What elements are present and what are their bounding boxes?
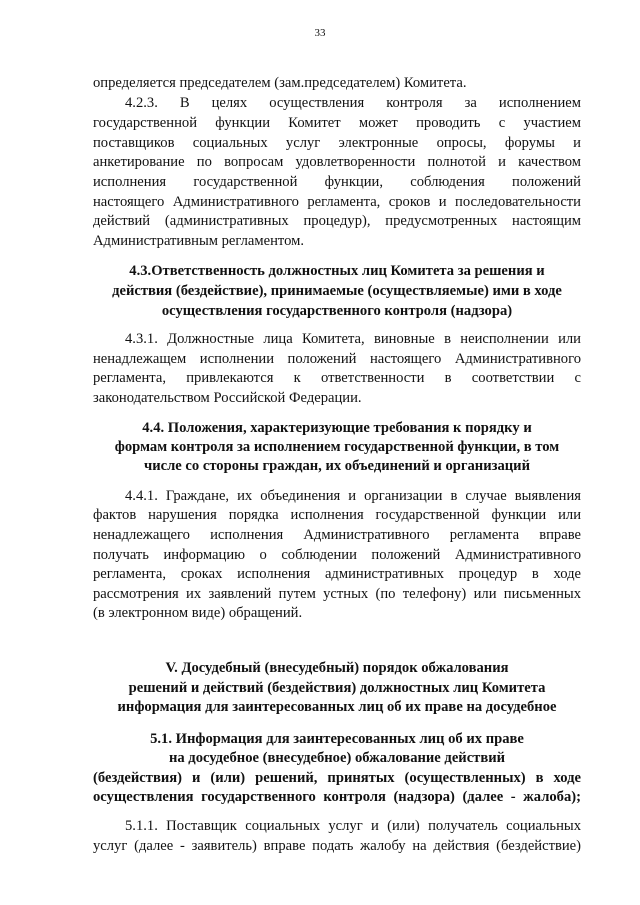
text-line: действий (административных процедур), предусмотренных настоящим <box>93 213 581 229</box>
text-line: ненадлежащем исполнении положений настоящего Административного <box>93 351 581 367</box>
page-number: 33 <box>314 27 326 39</box>
chapter-heading-v: информация для заинтересованных лиц об их праве на досудебное <box>117 699 557 715</box>
chapter-heading-v: решений и действий (бездействия) должностных лиц Комитета <box>128 680 546 696</box>
text-line: получать информацию о соблюдении положений Административного <box>93 547 581 563</box>
section-heading-5-1: 5.1. Информация для заинтересованных лиц об их праве <box>150 731 524 747</box>
text-line: государственной функции Комитет может проводить с участием <box>93 115 581 131</box>
text-line: 4.4.1. Граждане, их объединения и организации в случае выявления <box>125 488 581 504</box>
text-line: настоящего Административного регламента, сроков и последовательности <box>93 194 581 210</box>
text-line: (в электронном виде) обращений. <box>93 605 303 621</box>
text-line: ненадлежащего исполнения Административного регламента вправе <box>93 527 581 543</box>
text-line: 4.3.1. Должностные лица Комитета, виновные в неисполнении или <box>125 331 581 347</box>
section-heading-4-4: формам контроля за исполнением государственной функции, в том <box>114 439 560 455</box>
text-line: 5.1.1. Поставщик социальных услуг и (или) получатель социальных <box>125 818 581 834</box>
section-heading-4-3: 4.3.Ответственность должностных лиц Комитета за решения и <box>129 263 545 279</box>
chapter-heading-v: V. Досудебный (внесудебный) порядок обжалования <box>165 660 509 676</box>
text-line: фактов нарушения порядка исполнения государственной функции или <box>93 507 581 523</box>
text-line: определяется председателем (зам.председателем) Комитета. <box>93 75 467 91</box>
text-line: рассмотрения их заявлений путем устных (по телефону) или письменных <box>93 586 581 602</box>
section-heading-5-1: осуществления государственного контроля (надзора) (далее - жалоба); <box>93 789 581 805</box>
text-line: исполнения государственной функции, соблюдения положений <box>93 174 581 190</box>
text-line: 4.2.3. В целях осуществления контроля за исполнением <box>125 95 581 111</box>
text-line: услуг (далее - заявитель) вправе подать жалобу на действия (бездействие) <box>93 838 581 854</box>
text-line: Административным регламентом. <box>93 233 305 249</box>
text-line: регламента, сроках исполнения административных процедур в ходе <box>93 566 581 582</box>
text-line: анкетирование по вопросам удовлетворенности полнотой и качеством <box>93 154 581 170</box>
text-line: законодательством Российской Федерации. <box>93 390 362 406</box>
section-heading-4-3: осуществления государственного контроля (надзора) <box>161 303 513 319</box>
section-heading-4-4: числе со стороны граждан, их объединений и организаций <box>143 458 530 474</box>
section-heading-4-4: 4.4. Положения, характеризующие требования к порядку и <box>142 420 532 436</box>
section-heading-5-1: на досудебное (внесудебное) обжалование действий <box>168 750 506 766</box>
section-heading-5-1: (бездействия) и (или) решений, принятых (осуществленных) в ходе <box>93 770 581 786</box>
text-line: регламента, привлекаются к ответственности в соответствии с <box>93 370 581 386</box>
text-line: поставщиков социальных услуг электронные опросы, форумы и <box>93 135 581 151</box>
section-heading-4-3: действия (бездействие), принимаемые (осуществляемые) ими в ходе <box>112 283 562 299</box>
